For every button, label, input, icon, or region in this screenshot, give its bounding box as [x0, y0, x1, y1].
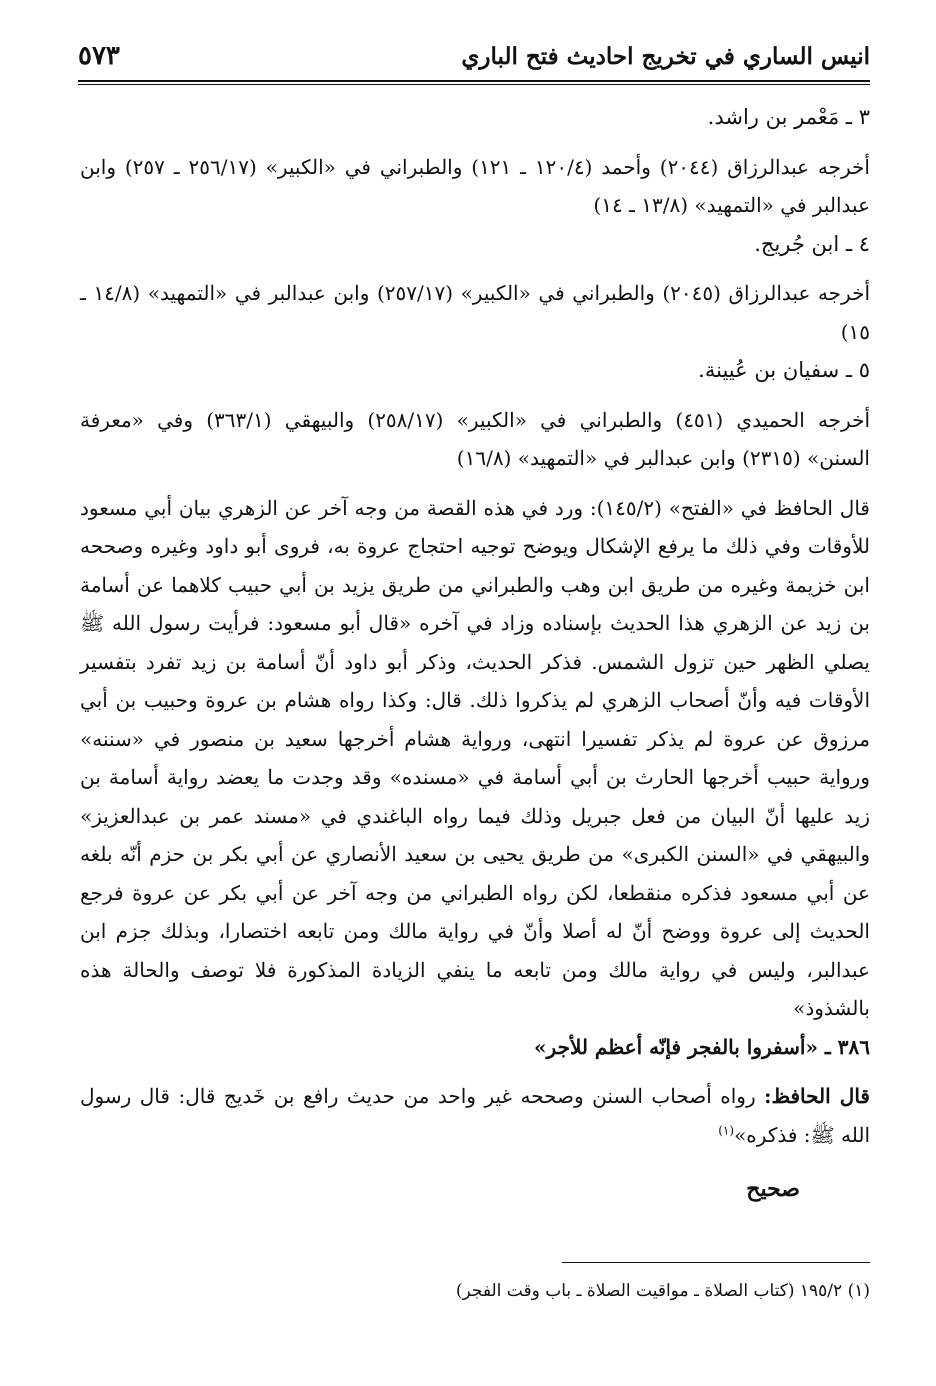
main-text [80, 98, 870, 1209]
footnote: (١) ١٩٥/٢ (كتاب الصلاة ـ مواقيت الصلاة ـ باب وقت الفجر) [455, 1281, 870, 1301]
verdict: صحيح [746, 1176, 800, 1202]
quote-paragraph: قال الحافظ في «الفتح» (١٤٥/٢): ورد في هذه القصة من وجه آخر عن الزهري بيان أبي مسعود للأوقات وفي ذلك ما يرفع الإشكال ويوضح توجيه احتجاج عروة به، فروى أبو داود وغيره وصححه ابن خزيمة وغيره من طريق ابن وهب والطبراني من طريق يزيد بن أبي حبيب كلاهما عن أسامة بن زيد عن الزهري هذا الحديث بإسناده وزاد في آخره «قال أبو مسعود: فرأيت رسول الله ﷺ يصلي الظهر حين تزول الشمس. فذكر الحديث، وذكر أبو داود أنّ أسامة بن زيد تفرد بتفسير الأوقات فيه وأنّ أصحاب الزهري لم يذكروا ذلك. قال: وكذا رواه هشام بن عروة وحبيب بن أبي مرزوق عن عروة لم يذكر تفسيرا انتهى، ورواية هشام أخرجها سعيد بن منصور في «سننه» ورواية حبيب أخرجها الحارث بن أبي أسامة في «مسنده» وقد وجدت ما يعضد رواية أسامة بن زيد عليها أنّ البيان من فعل جبريل وذلك فيما رواه الباغندي في «مسند عمر بن عبدالعزيز» والبيهقي في «السنن الكبرى» من طريق يحيى بن سعيد الأنصاري عن أبي بكر بن حزم أنّه بلغه عن أبي مسعود فذكره منقطعا، لكن رواه الطبراني من وجه آخر عن أبي بكر عن عروة فرجع الحديث إلى عروة ووضح أنّ له أصلا وأنّ في رواية مالك ومن تابعه اختصارا، وبذلك جزم ابن عبدالبر، وليس في رواية مالك ومن تابعه ما ينفي الزيادة المذكورة فلا توصف والحالة هذه بالشذوذ» [80, 495, 870, 1020]
page-number: ٥٧٣ [78, 41, 120, 71]
takhrij-paragraph: أخرجه عبدالرزاق (٢٠٤٤) وأحمد (١٢٠/٤ ـ ١٢١) والطبراني في «الكبير» (٢٥٦/١٧ ـ ٢٥٧) وابن عبدالبر في «التمهيد» (١٣/٨ ـ ١٤) [80, 154, 870, 217]
hafiz-text: رواه أصحاب السنن وصححه غير واحد من حديث رافع بن خَديج قال: قال رسول الله ﷺ: فذكره» [80, 1084, 870, 1147]
hadith-heading: ٣٨٦ ـ «أسفروا بالفجر فإنّه أعظم للأجر» [534, 1034, 870, 1059]
page-header [78, 36, 870, 76]
footnote-rule [562, 1262, 870, 1263]
running-title: انيس الساري في تخريج احاديث فتح الباري [461, 42, 870, 70]
narrator-line: ٥ ـ سفيان بن عُيينة. [698, 358, 870, 382]
hafiz-label: قال الحافظ: [764, 1084, 870, 1108]
takhrij-paragraph: أخرجه عبدالرزاق (٢٠٤٥) والطبراني في «الكبير» (٢٥٧/١٧) وابن عبدالبر في «التمهيد» (١٤/٨ ـ ١٥) [80, 281, 871, 344]
hafiz-paragraph [80, 1077, 870, 1154]
takhrij-paragraph: أخرجه الحميدي (٤٥١) والطبراني في «الكبير» (٢٥٨/١٧) والبيهقي (٣٦٣/١) وفي «معرفة السنن» (٢٣١٥) وابن عبدالبر في «التمهيد» (١٦/٨) [80, 407, 871, 470]
footnote-reference[interactable]: (١) [718, 1122, 735, 1137]
header-rule [78, 80, 870, 85]
narrator-line: ٤ ـ ابن جُريج. [754, 231, 870, 256]
narrator-line: ٣ ـ مَعْمر بن راشد. [707, 105, 870, 129]
